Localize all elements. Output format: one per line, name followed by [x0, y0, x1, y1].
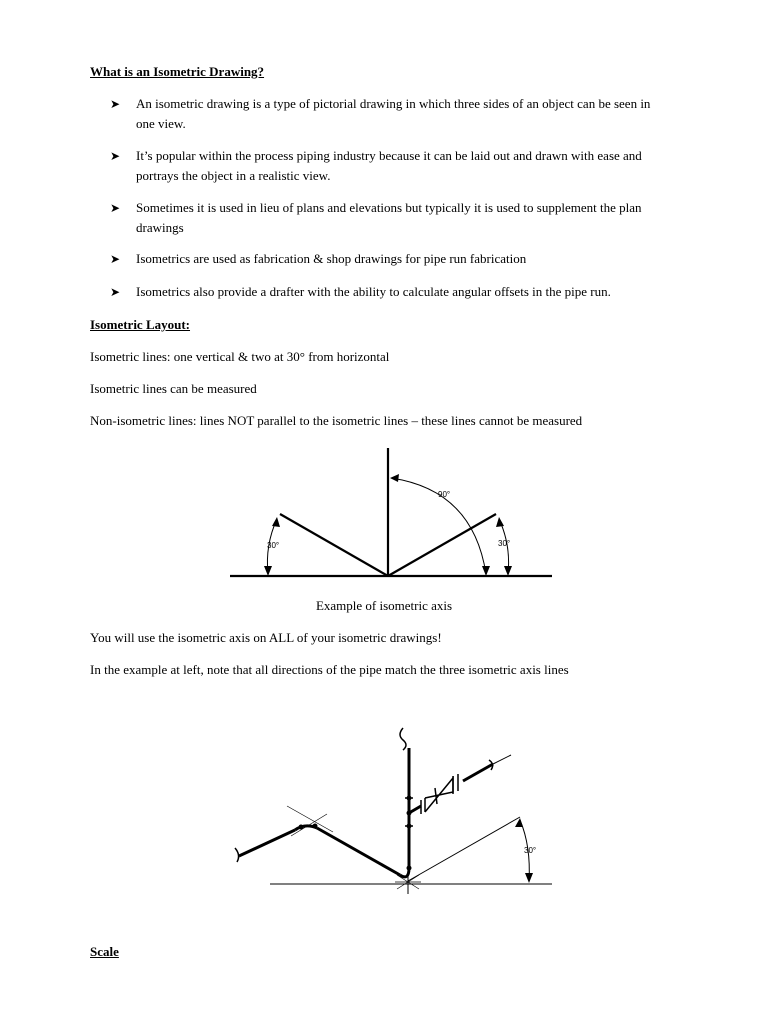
heading-what-is-isometric: What is an Isometric Drawing? — [90, 64, 265, 79]
pipe-extension — [493, 755, 511, 764]
right-isometric-line — [388, 514, 496, 576]
layout-line: Isometric lines: one vertical & two at 30° from horizontal — [90, 349, 390, 364]
arrowhead-bullet-icon: ➤ — [110, 97, 121, 111]
layout-line: Isometric lines can be measured — [90, 381, 257, 396]
arrowhead-icon — [525, 873, 533, 883]
pipe-segment — [317, 828, 400, 875]
figure-caption: Example of isometric axis — [315, 598, 453, 613]
weld-dot-icon — [299, 825, 304, 830]
axis-note-line: You will use the isometric axis on ALL of your isometric drawings! — [90, 630, 442, 645]
heading-isometric-layout: Isometric Layout: — [90, 317, 191, 332]
arrowhead-icon — [272, 517, 280, 527]
pipe-segment — [239, 830, 295, 856]
bullet-item: ➤ An isometric drawing is a type of pictorial drawing in which three sides of an object can be seen in one view. — [110, 96, 651, 131]
arrowhead-bullet-icon: ➤ — [110, 201, 121, 215]
bullet-item: ➤ Sometimes it is used in lieu of plans and elevations but typically it is used to supplement the plan drawings — [110, 200, 642, 235]
break-symbol-icon — [400, 728, 406, 750]
bullet-item: ➤ Isometrics are used as fabrication & shop drawings for pipe run fabrication — [110, 249, 670, 269]
heading-scale: Scale — [90, 944, 119, 959]
layout-line: Non-isometric lines: lines NOT parallel to the isometric lines – these lines cannot be measured — [90, 413, 583, 428]
axis-note-line: In the example at left, note that all directions of the pipe match the three isometric axis lines — [90, 662, 569, 677]
arrowhead-icon — [496, 517, 504, 527]
arrowhead-icon — [264, 566, 272, 576]
left-isometric-line — [280, 514, 388, 576]
weld-dot-icon — [407, 824, 412, 829]
weld-dot-icon — [407, 866, 412, 871]
valve-stem — [435, 788, 437, 804]
bullet-item: ➤ It’s popular within the process piping industry because it can be laid out and drawn with ease and portrays the object in a realistic view. — [110, 148, 642, 183]
break-symbol-icon — [235, 848, 239, 862]
arrowhead-bullet-icon: ➤ — [110, 149, 121, 163]
isometric-axis-figure — [225, 445, 560, 585]
weld-dot-icon — [407, 796, 412, 801]
bullet-item: ➤ Isometrics also provide a drafter with the ability to calculate angular offsets in the pipe run. — [110, 282, 670, 302]
label-30-degrees-right: 30° — [498, 539, 511, 548]
pipe-segment — [463, 764, 493, 781]
label-30-degrees-left: 30° — [267, 541, 280, 550]
pipe-isometric-figure — [225, 718, 560, 898]
arrowhead-bullet-icon: ➤ — [110, 285, 121, 299]
thirty-degree-reference-line — [408, 817, 520, 881]
arrowhead-icon — [504, 566, 512, 576]
arrowhead-bullet-icon: ➤ — [110, 252, 121, 266]
label-30-degrees: 30° — [524, 846, 537, 855]
construction-line — [291, 814, 327, 836]
weld-dot-icon — [407, 811, 412, 816]
weld-dot-icon — [313, 824, 318, 829]
arrowhead-icon — [390, 474, 399, 482]
arrowhead-icon — [482, 566, 490, 576]
label-90-degrees: 90° — [438, 490, 451, 499]
construction-line — [287, 806, 333, 832]
valve-body-icon — [425, 778, 453, 812]
